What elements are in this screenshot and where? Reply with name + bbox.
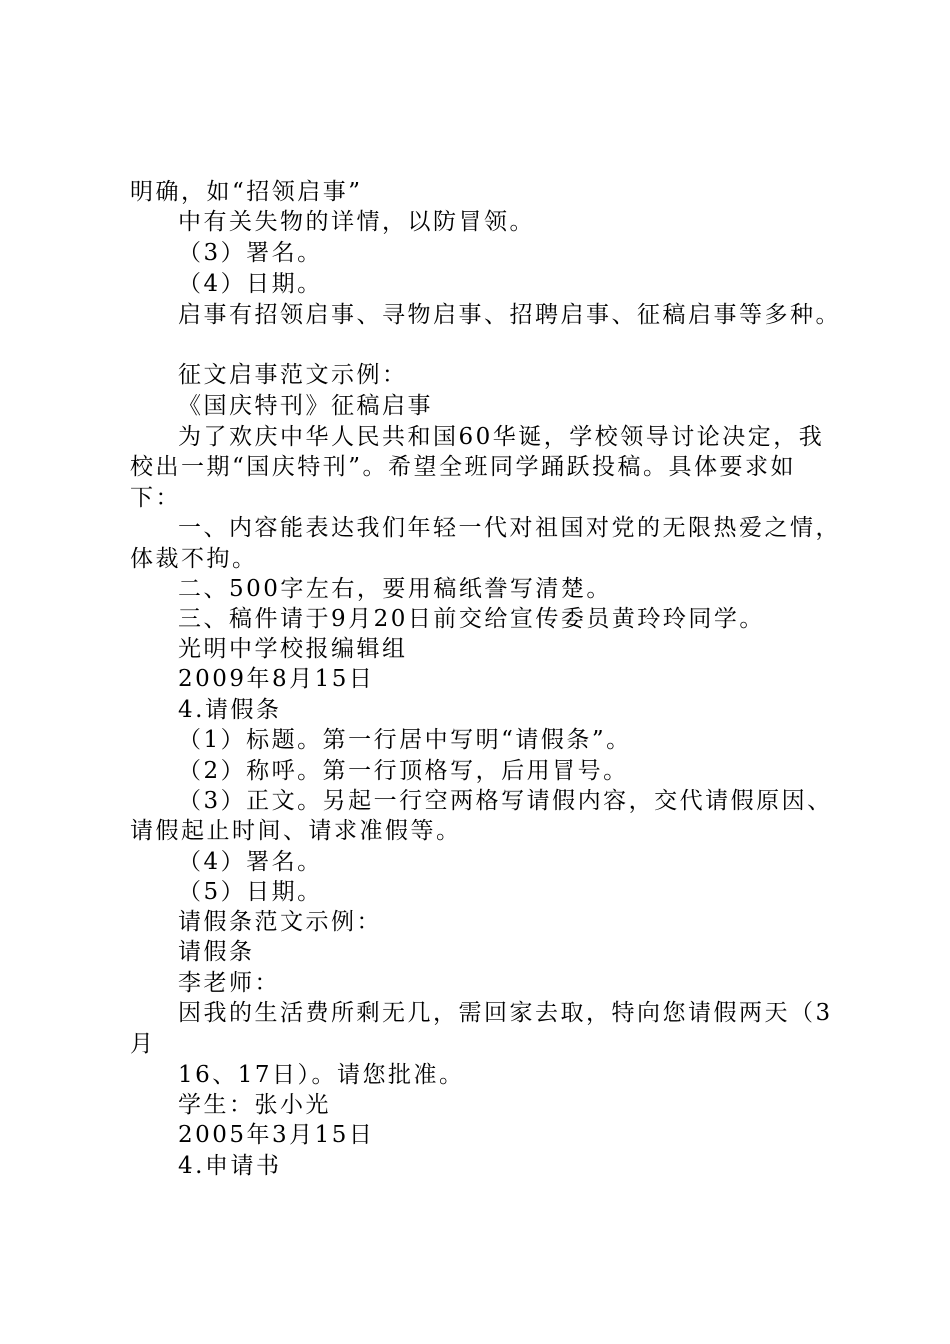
text-line: 三、稿件请于9月20日前交给宣传委员黄玲玲同学。 <box>178 606 765 632</box>
text-line: 4.申请书 <box>178 1153 282 1179</box>
text-line: 请假条范文示例： <box>178 909 382 935</box>
text-line: （3）署名。 <box>178 240 323 266</box>
text-line: 李老师： <box>178 970 280 996</box>
text-line: 光明中学校报编辑组 <box>178 636 408 662</box>
text-line: 请假条 <box>178 939 255 965</box>
text-line: （3）正文。另起一行空两格写请假内容，交代请假原因、 <box>178 788 833 814</box>
text-line: （4）署名。 <box>178 849 323 875</box>
text-line: 月 <box>130 1031 156 1057</box>
text-line: 学生：张小光 <box>178 1092 331 1118</box>
text-line: 因我的生活费所剩无几，需回家去取，特向您请假两天（3 <box>178 1000 833 1026</box>
text-line: 中有关失物的详情，以防冒领。 <box>178 209 535 235</box>
text-line: 明确，如“招领启事” <box>130 179 363 205</box>
text-line: 2009年8月15日 <box>178 666 375 692</box>
text-line: （4）日期。 <box>178 271 323 297</box>
text-line: 4.请假条 <box>178 697 282 723</box>
text-line: （1）标题。第一行居中写明“请假条”。 <box>178 727 632 753</box>
text-line: 启事有招领启事、寻物启事、招聘启事、征稿启事等多种。 <box>178 302 841 328</box>
text-line: 为了欢庆中华人民共和国60华诞，学校领导讨论决定，我 <box>178 424 825 450</box>
text-line: （5）日期。 <box>178 879 323 905</box>
text-line: 请假起止时间、请求准假等。 <box>130 818 462 844</box>
text-line: 16、17日）。请您批准。 <box>178 1062 465 1088</box>
text-line: 《国庆特刊》征稿启事 <box>178 393 433 419</box>
text-line: 二、500字左右，要用稿纸誊写清楚。 <box>178 576 612 602</box>
text-line: 下： <box>130 485 181 511</box>
text-line: 校出一期“国庆特刊”。希望全班同学踊跃投稿。具体要求如 <box>130 454 797 480</box>
text-line: 体裁不拘。 <box>130 546 258 572</box>
text-line: （2）称呼。第一行顶格写，后用冒号。 <box>178 758 629 784</box>
text-line: 征文启事范文示例： <box>178 362 408 388</box>
text-line: 2005年3月15日 <box>178 1122 375 1148</box>
text-line: 一、内容能表达我们年轻一代对祖国对党的无限热爱之情， <box>178 515 841 541</box>
